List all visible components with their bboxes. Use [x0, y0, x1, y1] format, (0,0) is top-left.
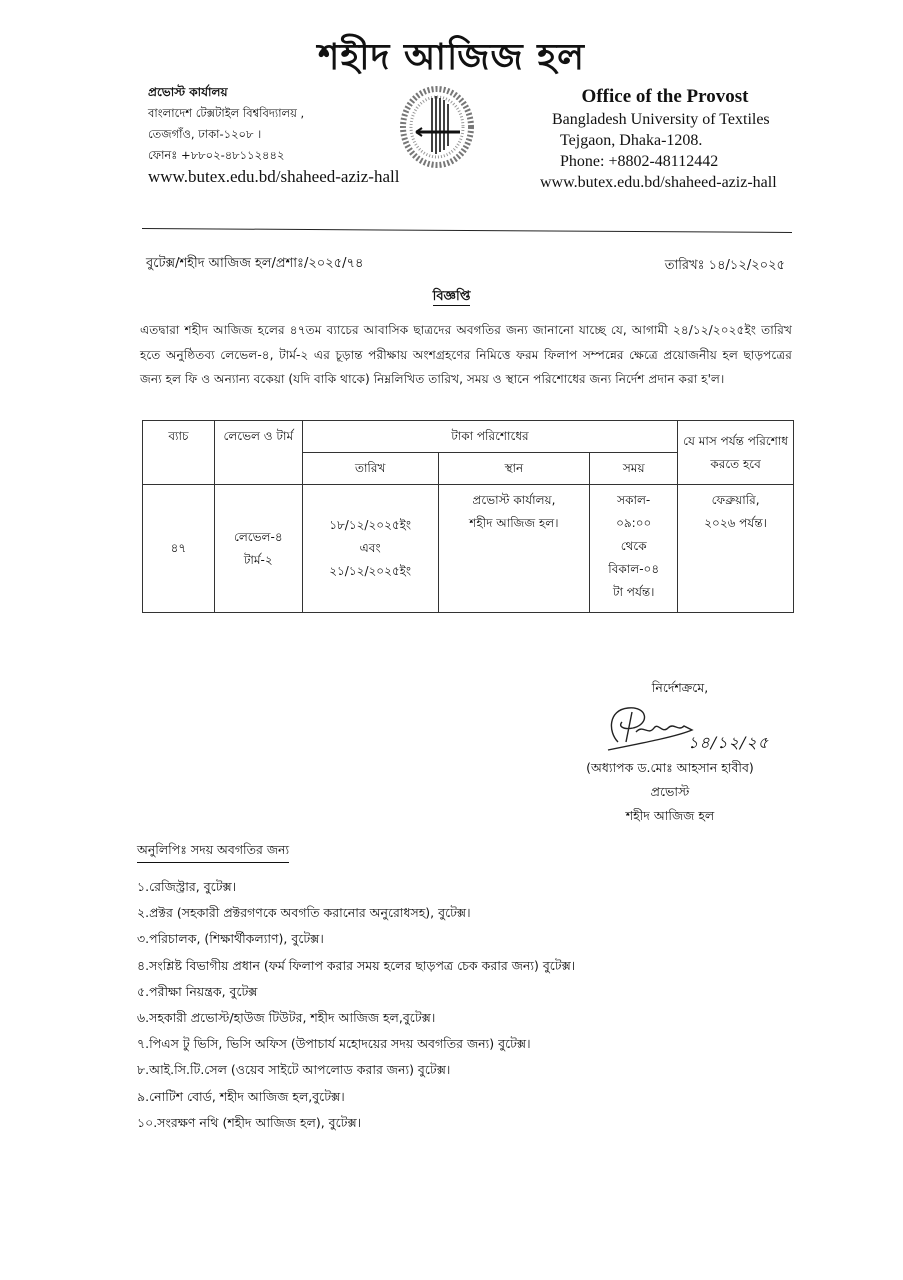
- table-header-row: [143, 421, 794, 453]
- butex-logo-icon: [398, 86, 476, 168]
- memo-date: তারিখঃ ১৪/১২/২০২৫: [664, 258, 785, 273]
- notice-body: এতদ্বারা শহীদ আজিজ হলের ৪৭তম ব্যাচের আবাসিক ছাত্রদের অবগতির জন্য জানানো যাচ্ছে যে, আগামী ২৪/১২/২০২৫ইং তারিখ হতে অনুষ্ঠিতব্য লেভেল-৪, টার্ম-২ এর চূড়ান্ত পরীক্ষায় অংশগ্রহণের নিমিত্তে ফরম ফিলাপ সম্পন্নের ক্ষেত্রে প্রয়োজনীয় হল ছাড়পত্রের জন্য হল ফি ও অন্যান্য বকেয়া (যদি বাকি থাকে) নিম্নলিখিত তারিখ, সময় ও স্থানে পরিশোধের জন্য নির্দেশ প্রদান করা হ'ল।: [140, 323, 792, 386]
- list-item: ৯.নোটিশ বোর্ড, শহীদ আজিজ হল,বুটেক্স।: [137, 1088, 345, 1104]
- phone-en: Phone: +8802-48112442: [560, 153, 719, 170]
- cell-level: লেভেল-৪: [233, 529, 283, 544]
- list-item: ৪.সংশ্লিষ্ট বিভাগীয় প্রধান (ফর্ম ফিলাপ করার সময় হলের ছাড়পত্র চেক করার জন্য) বুটেক্স।: [137, 957, 576, 973]
- cell-time-2: ০৯:০০: [616, 516, 652, 530]
- cell-date-1: ১৮/১২/২০২৫ইং: [329, 518, 412, 532]
- cell-time-4: বিকাল-০৪: [608, 562, 660, 576]
- table-row: [143, 485, 794, 613]
- list-item: ২.প্রক্টর (সহকারী প্রক্টরগণকে অবগতি করানোর অনুরোধসহ), বুটেক্স।: [137, 905, 471, 921]
- cell-until-2: ২০২৬ পর্যন্ত।: [704, 516, 767, 530]
- cell-until-1: ফেব্রুয়ারি,: [711, 493, 760, 507]
- header-date: তারিখ: [302, 453, 438, 485]
- list-item: ১০.সংরক্ষণ নথি (শহীদ আজিজ হল), বুটেক্স।: [137, 1114, 362, 1130]
- header-divider: [142, 228, 792, 233]
- header-until-month: যে মাস পর্যন্ত পরিশোধ করতে হবে: [678, 421, 794, 485]
- list-item: ৫.পরীক্ষা নিয়ন্ত্রক, বুটেক্স: [137, 983, 258, 999]
- cell-date-and: এবং: [359, 541, 381, 555]
- cell-place-1: প্রভোস্ট কার্যালয়,: [472, 493, 556, 507]
- cell-date-2: ২১/১২/২০২৫ইং: [329, 564, 412, 578]
- list-item: ৩.পরিচালক, (শিক্ষার্থীকল্যাণ), বুটেক্স।: [137, 931, 324, 947]
- list-item: ৮.আই.সি.টি.সেল (ওয়েব সাইটে আপলোড করার জন্য) বুটেক্স।: [137, 1062, 451, 1078]
- office-name-bn: প্রভোস্ট কার্যালয়: [148, 85, 228, 99]
- university-name-en: Bangladesh University of Textiles: [552, 111, 770, 128]
- list-item: ৬.সহকারী প্রভোস্ট/হাউজ টিউটর, শহীদ আজিজ হল,বুটেক্স।: [137, 1010, 436, 1026]
- copies-list: [137, 874, 575, 1136]
- cell-place-2: শহীদ আজিজ হল।: [469, 516, 559, 530]
- list-item: ৭.পিএস টু ভিসি, ভিসি অফিস (উপাচার্য মহোদয়ের সদয় অবগতির জন্য) বুটেক্স।: [137, 1036, 531, 1052]
- header-payment: টাকা পরিশোধের: [302, 421, 677, 453]
- notice-title-text: বিজ্ঞপ্তি: [432, 289, 471, 304]
- office-name-en: Office of the Provost: [581, 86, 749, 107]
- list-item: ১.রেজিস্ট্রার, বুটেক্স।: [137, 879, 237, 894]
- memo-number: বুটেক্স/শহীদ আজিজ হল/প্রশাঃ/২০২৫/৭৪: [146, 256, 364, 271]
- payment-schedule-table: [142, 420, 794, 613]
- phone-bn: ফোনঃ +৮৮০২-৪৮১১২৪৪২: [148, 148, 285, 162]
- website-bn: www.butex.edu.bd/shaheed-aziz-hall: [148, 167, 400, 186]
- hall-title: শহীদ আজিজ হল: [318, 37, 585, 78]
- cell-until-month: [678, 485, 794, 613]
- notice-title: [0, 287, 903, 308]
- signatory-designation: প্রভোস্ট: [650, 784, 690, 799]
- cell-time-5: টা পর্যন্ত।: [612, 585, 655, 599]
- cell-batch: ৪৭: [143, 485, 215, 613]
- cell-date: [302, 485, 438, 613]
- signature-instruction: নির্দেশক্রমে,: [651, 680, 709, 695]
- signatory-name: (অধ্যাপক ড.মোঃ আহসান হাবীব): [586, 760, 754, 775]
- letterhead-english: [540, 86, 790, 193]
- university-name-bn: বাংলাদেশ টেক্সটাইল বিশ্ববিদ্যালয় ,: [148, 106, 305, 120]
- signature-block: [540, 676, 800, 828]
- signature-date: ১৪/১২/২৫: [688, 733, 770, 752]
- cell-place: [438, 485, 590, 613]
- website-en: www.butex.edu.bd/shaheed-aziz-hall: [540, 174, 777, 191]
- cell-time: [590, 485, 678, 613]
- cell-level-term: [214, 485, 302, 613]
- cell-time-1: সকাল-: [617, 493, 651, 507]
- signatory-hall: শহীদ আজিজ হল: [625, 808, 715, 823]
- header-place: স্থান: [438, 453, 590, 485]
- address-bn: তেজগাঁও, ঢাকা-১২০৮ ।: [148, 127, 262, 141]
- copies-title: অনুলিপিঃ সদয় অবগতির জন্য: [137, 842, 289, 863]
- handwritten-signature: [540, 700, 800, 756]
- header-time: সময়: [590, 453, 678, 485]
- cell-time-3: থেকে: [620, 539, 647, 553]
- letterhead-bengali: [148, 82, 399, 187]
- address-en: Tejgaon, Dhaka-1208.: [560, 132, 703, 149]
- cell-term: টার্ম-২: [243, 552, 273, 567]
- header-level-term: লেভেল ও টার্ম: [214, 421, 302, 485]
- header-batch: ব্যাচ: [143, 421, 215, 485]
